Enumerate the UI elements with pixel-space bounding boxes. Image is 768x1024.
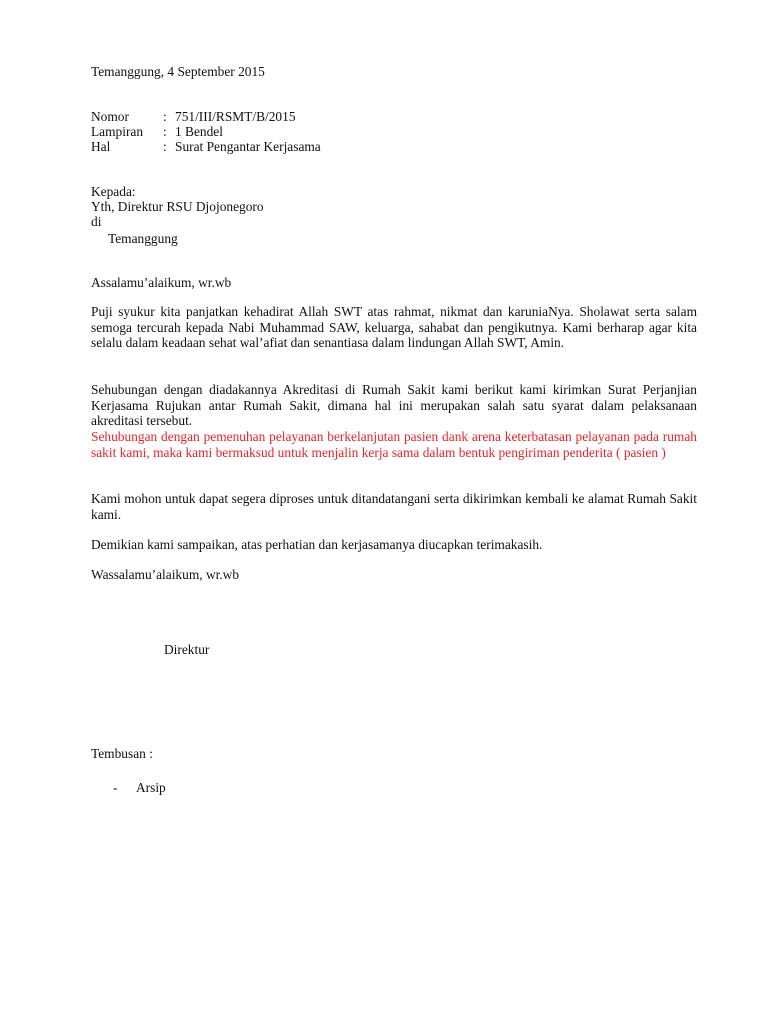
place-date: Temanggung, 4 September 2015 — [91, 64, 265, 79]
reference-label: Nomor — [91, 109, 129, 124]
reference-colon: : — [163, 109, 167, 124]
cc-item: Arsip — [136, 780, 166, 795]
cc-bullet: - — [113, 780, 118, 795]
paragraph-accreditation: Sehubungan dengan diadakannya Akreditasi di Rumah Sakit kami berikut kami kirimkan Surat Perjanjian Kerjasama Rujukan antar Rumah Sakit, dimana hal ini merupakan salah satu syarat dalam pelaksanaan akreditasi tersebut. — [91, 382, 697, 429]
reference-value: Surat Pengantar Kerjasama — [175, 139, 321, 154]
closing-salutation: Wassalamu’alaikum, wr.wb — [91, 567, 240, 582]
reference-label: Lampiran — [91, 124, 144, 139]
signatory-title: Direktur — [164, 642, 210, 657]
recipient-name: Yth, Direktur RSU Djojonegoro — [91, 199, 264, 214]
greeting: Assalamu’alaikum, wr.wb — [91, 275, 232, 290]
recipient-at: di — [91, 214, 102, 229]
recipient-city: Temanggung — [108, 231, 178, 246]
reference-colon: : — [163, 124, 167, 139]
paragraph-cooperation-highlight: Sehubungan dengan pemenuhan pelayanan berkelanjutan pasien dank arena keterbatasan pelayanan pada rumah sakit kami, maka kami bermaksud untuk menjalin kerja sama dalam bentuk pengiriman penderita ( pasien ) — [91, 429, 697, 460]
recipient-to-label: Kepada: — [91, 184, 136, 199]
reference-colon: : — [163, 139, 167, 154]
paragraph-request: Kami mohon untuk dapat segera diproses untuk ditandatangani serta dikirimkan kembali ke alamat Rumah Sakit kami. — [91, 491, 697, 522]
cc-label: Tembusan : — [91, 746, 153, 761]
reference-value: 1 Bendel — [175, 124, 223, 139]
reference-value: 751/III/RSMT/B/2015 — [175, 109, 296, 124]
reference-label: Hal — [91, 139, 111, 154]
paragraph-opening: Puji syukur kita panjatkan kehadirat Allah SWT atas rahmat, nikmat dan karuniaNya. Sholawat serta salam semoga tercurah kepada Nabi Muhammad SAW, keluarga, sahabat dan pengikutnya. Kami berharap agar kita selalu dalam keadaan sehat wal’afiat dan senantiasa dalam lindungan Allah SWT, Amin. — [91, 304, 697, 351]
paragraph-closing-thanks: Demikian kami sampaikan, atas perhatian dan kerjasamanya diucapkan terimakasih. — [91, 537, 543, 552]
